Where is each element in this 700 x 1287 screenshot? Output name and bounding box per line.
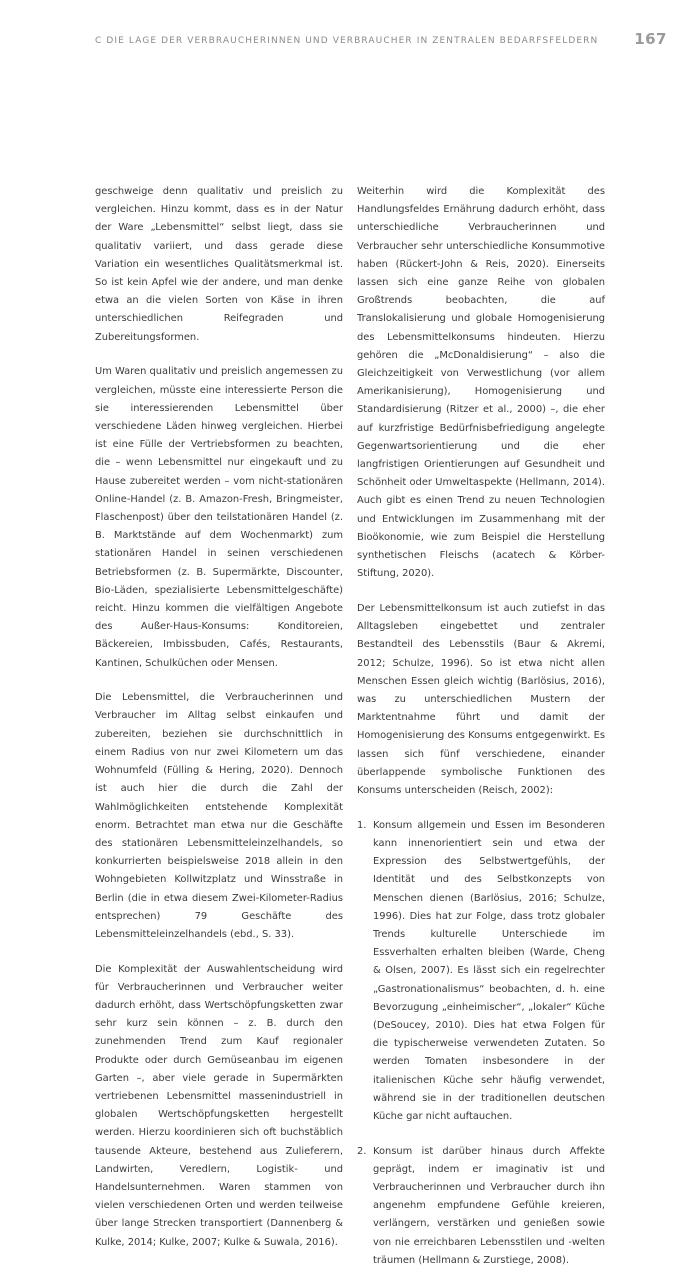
list-item [357, 817, 605, 1126]
paragraph: Um Waren qualitativ und preislich angemessen zu vergleichen, müsste eine interessierte Person die sie interessierenden Lebensmittel über verschiedene Läden hinweg vergleichen. Hierbei ist eine Fülle der Vertriebsformen zu beachten, die – wenn Lebensmittel nur eingekauft und zu Hause zubereitet werden – vom nicht-stationären Online-Handel (z. B. Amazon-Fresh, Bringmeister, Flaschenpost) über den teilstationären Handel (z. B. Marktstände auf dem Wochenmarkt) zum stationären Handel in seinen verschiedenen Betriebsformen (z. B. Supermärkte, Discounter, Bio-Läden, spezialisierte Lebensmittelgeschäfte) reicht. Hinzu kommen die vielfältigen Angebote des Außer-Haus-Konsums: Konditoreien, Bäckereien, Imbissbuden, Cafés, Restaurants, Kantinen, Schulküchen oder Mensen. [95, 366, 343, 669]
list-text: Konsum allgemein und Essen im Besonderen kann innenorientiert sein und etwa der Expression des Selbstwertgefühls, der Identität und des Selbstkonzepts von Menschen dienen (Barlösius, 2016; Schulze, 1996). Dies hat zur Folge, dass trotz globaler Trends kulturelle Unterschiede im Essverhalten erhalten bleiben (Warde, Cheng & Olsen, 2007). Es lässt sich ein regelrechter „Gastronationalismus“ beobachten, d. h. eine Bevorzugung „einheimischer“, „lokaler“ Küche (DeSoucey, 2010). Dies hat etwa Folgen für die typischerweise verwendeten Zutaten. So werden Tomaten insbesondere in der italienischen Küche sehr häufig verwendet, während sie in der traditionellen deutschen Küche gar nicht auftauchen. [373, 819, 605, 1122]
paragraph: geschweige denn qualitativ und preislich zu vergleichen. Hinzu kommt, dass es in der Natur der Ware „Lebensmittel“ selbst liegt, dass sie qualitativ variiert, und dass gerade diese Variation ein wesentliches Qualitätsmerkmal ist. So ist kein Apfel wie der andere, und man denke etwa an die vielen Sorten von Käse in ihren unterschiedlichen Reifegraden und Zubereitungsformen. [95, 186, 343, 343]
right-column [357, 183, 605, 1287]
paragraph: Weiterhin wird die Komplexität des Handlungsfeldes Ernährung dadurch erhöht, dass unterschiedliche Verbraucherinnen und Verbraucher sehr unterschiedliche Konsummotive haben (Rückert-John & Reis, 2020). Einerseits lassen sich eine ganze Reihe von globalen Großtrends beobachten, die auf Translokalisierung und globale Homogenisierung des Lebensmittelkonsums hindeuten. Hierzu gehören die „McDonaldisierung“ – also die Gleichzeitigkeit von Verwestlichung (vor allem Amerikanisierung), Homogenisierung und Standardisierung (Ritzer et al., 2000) –, die eher auf kurzfristige Bedürfnisbefriedigung angelegte Gegenwartsorientierung und die eher langfristigen Orientierungen auf Gesundheit und Schönheit oder Umweltaspekte (Hellmann, 2014). Auch gibt es einen Trend zu neuen Technologien und Entwicklungen im Zusammenhang mit der Bioökonomie, wie zum Beispiel die Herstellung synthetischen Fleischs (acatech & Körber-Stiftung, 2020). [357, 186, 605, 580]
left-column [95, 183, 343, 1268]
numbered-list [357, 817, 605, 1270]
list-number: 1. [357, 819, 367, 831]
list-item [357, 1143, 605, 1270]
paragraph: Der Lebensmittelkonsum ist auch zutiefst in das Alltagsleben eingebettet und zentraler Bestandteil des Lebensstils (Baur & Akremi, 2012; Schulze, 1996). So ist etwa nicht allen Menschen Essen gleich wichtig (Barlösius, 2016), was zu unterschiedlichen Mustern der Marktentnahme führt und damit der Homogenisierung des Konsums entgegenwirkt. Es lassen sich fünf verschiedene, einander überlappende symbolische Funktionen des Konsums unterscheiden (Reisch, 2002): [357, 602, 605, 796]
paragraph: Die Komplexität der Auswahlentscheidung wird für Verbraucherinnen und Verbraucher weiter dadurch erhöht, dass Wertschöpfungsketten zwar sehr kurz sein können – z. B. durch den zunehmenden Trend zum Kauf regionaler Produkte oder durch Gemüseanbau im eigenen Garten –, aber viele gerade in Supermärkten vertriebenen Lebensmittel massenindustriell in globalen Wertschöpfungsketten hergestellt werden. Hierzu koordinieren sich oft buchstäblich tausende Akteure, bestehend aus Zulieferern, Landwirten, Veredlern, Logistik- und Handelsunternehmen. Waren stammen von vielen verschiedenen Orten und werden teilweise über lange Strecken transportiert (Dannenberg & Kulke, 2014; Kulke, 2007; Kulke & Suwala, 2016). [95, 963, 343, 1248]
paragraph: Die Lebensmittel, die Verbraucherinnen und Verbraucher im Alltag selbst einkaufen und zubereiten, beziehen sie durchschnittlich in einem Radius von nur zwei Kilometern um das Wohnumfeld (Fülling & Hering, 2020). Dennoch ist auch hier die durch die Zahl der Wahlmöglichkeiten entstehende Komplexität enorm. Betrachtet man etwa nur die Geschäfte des stationären Lebensmitteleinzelhandels, so konkurrierten beispielsweise 2018 allein in den Wohngebieten Kollwitzplatz und Winsstraße in Berlin (die in etwa diesem Zwei-Kilometer-Radius entsprechen) 79 Geschäfte des Lebensmitteleinzelhandels (ebd., S. 33). [95, 692, 343, 940]
running-head: C DIE LAGE DER VERBRAUCHERINNEN UND VERBRAUCHER IN ZENTRALEN BEDARFSFELDERN [95, 36, 599, 46]
page-number: 167 [634, 30, 667, 48]
list-number: 2. [357, 1145, 367, 1157]
list-text: Konsum ist darüber hinaus durch Affekte geprägt, indem er imaginativ ist und Verbraucherinnen und Verbraucher durch ihn angenehm empfundene Gefühle kreieren, verlängern, verstärken und genießen sowie von nie erreichbaren Lebensstilen und -welten träumen (Hellmann & Zurstiege, 2008). [373, 1145, 605, 1266]
